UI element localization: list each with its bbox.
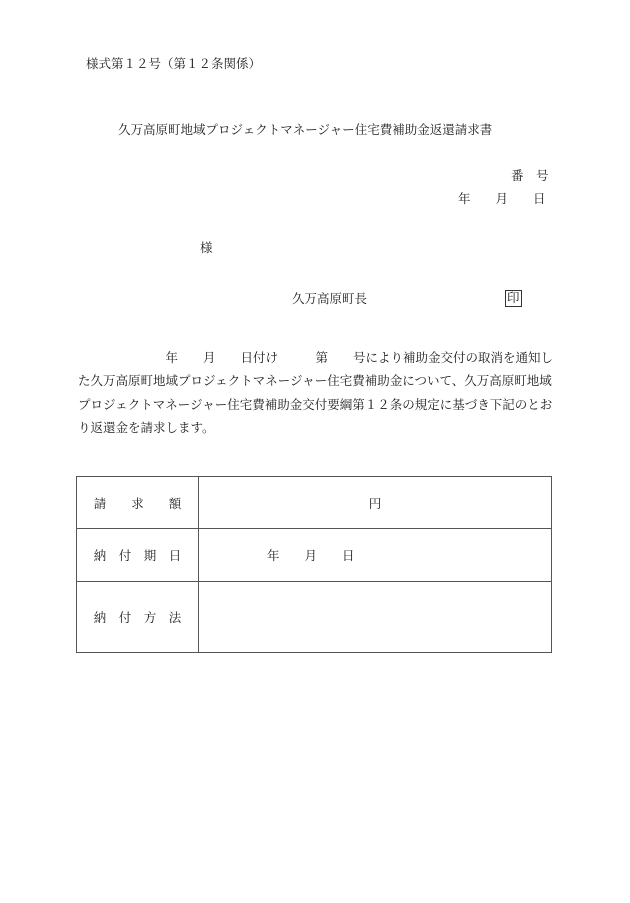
reference-date-label: 年 月 日 — [458, 191, 546, 206]
table-row-due-date — [77, 529, 552, 582]
seal-box: 印 — [507, 290, 520, 305]
payment-method-value — [199, 582, 552, 653]
recipient-honorific: 様 — [200, 240, 213, 255]
amount-label: 請 求 額 — [77, 477, 199, 529]
issuer-name: 久万高原町長 — [292, 291, 368, 306]
reference-number-label: 番 号 — [511, 168, 549, 183]
document-title: 久万高原町地域プロジェクトマネージャー住宅費補助金返還請求書 — [118, 122, 493, 137]
table-row-amount — [77, 477, 552, 529]
due-date-value: 年 月 日 — [199, 529, 552, 582]
table-row-payment-method — [77, 582, 552, 653]
detail-table — [76, 476, 552, 653]
form-number: 様式第１２号（第１２条関係） — [86, 56, 262, 71]
body-paragraph: 年 月 日付け 第 号により補助金交付の取消を通知した久万高原町地域プロジェクトマネージャー住宅費補助金について、久万高原町地域プロジェクトマネージャー住宅費補助金交付要綱第１２条の規定に基づき下記のとおり返還金を請求します。 — [78, 350, 554, 436]
amount-value: 円 — [199, 477, 552, 529]
due-date-label: 納 付 期 日 — [77, 529, 199, 582]
payment-method-label: 納 付 方 法 — [77, 582, 199, 653]
